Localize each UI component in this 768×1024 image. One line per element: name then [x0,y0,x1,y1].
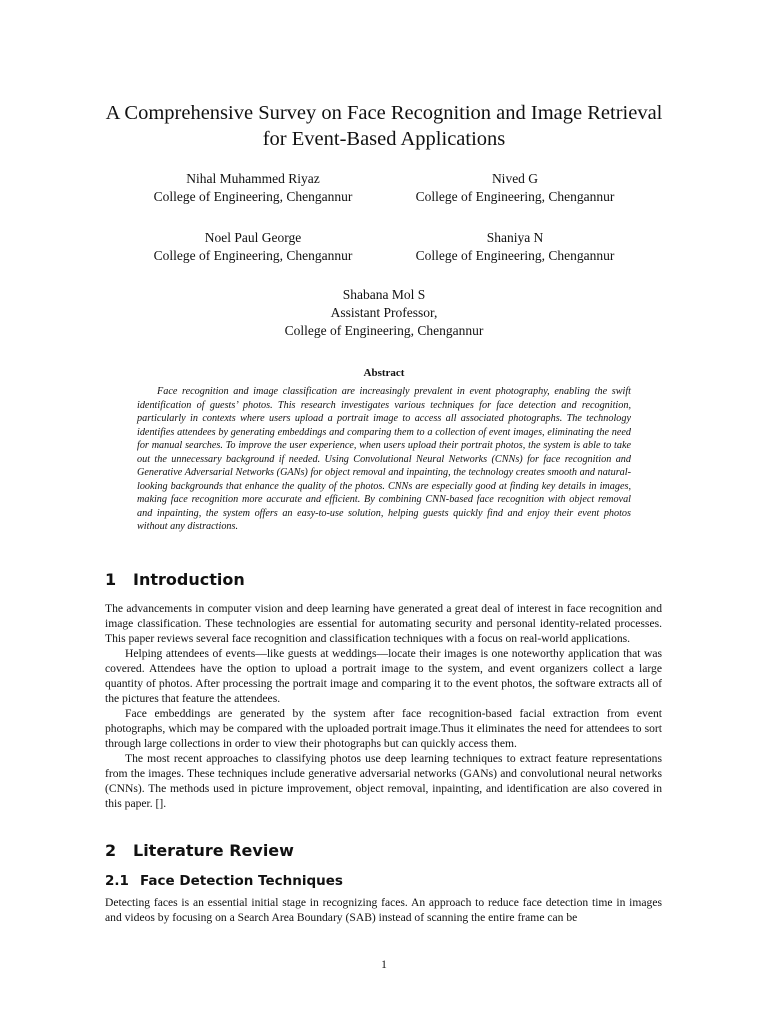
section-title: Introduction [133,570,245,589]
author-affiliation: College of Engineering, Chengannur [153,248,353,263]
abstract-heading: Abstract [363,367,405,379]
author-name: Nived G [491,171,539,186]
section-title: Literature Review [133,841,294,860]
paragraph: Detecting faces is an essential initial stage in recognizing faces. An approach to reduce face detection time in images and videos by focusing on a Search Area Boundary (SAB) instead of scanning the entire frame can be [105,896,662,924]
section-heading-literature-review [105,841,294,860]
author-block [365,170,665,206]
author-role: Assistant Professor, [330,305,438,320]
paragraph: Helping attendees of events—like guests at weddings—locate their images is one noteworthy application that was covered. Attendees have the option to upload a portrait image to the system, and event organizers collect a large quantity of photos. After processing the portrait image and comparing it to the event photos, the software extracts all of the pictures that feature the attendees. [105,647,662,705]
introduction-body [105,601,662,811]
author-affiliation: College of Engineering, Chengannur [153,189,353,204]
author-name: Shabana Mol S [342,287,426,302]
abstract-text: Face recognition and image classification are increasingly prevalent in event photography, enabling the swift identification of guests’ photos. This research investigates various techniques for face detection and recognition, particularly in contexts where users upload a portrait image to access all associated photographs. The technology identifies attendees by generating embeddings and comparing them to a collection of event images, eliminating the need for manual searches. To improve the user experience, when users upload their portrait photos, the system is able to take out the unnecessary background if needed. Using Convolutional Neural Networks (CNNs) for face recognition and Generative Adversarial Networks (GANs) for object removal and inpainting, the technology creates smooth and natural-looking backgrounds that enhance the quality of the photos. CNNs are especially good at finding key details in images, making face recognition more accurate and efficient. By combining CNN-based face recognition with object removal and inpainting, the system offers an easy-to-use solution, helping guests quickly find and enjoy their event photos without any distractions. [137,386,631,532]
subsection-title: Face Detection Techniques [140,873,343,889]
author-name: Shaniya N [486,230,544,245]
section-number: 1 [105,570,117,589]
author-block [103,229,403,265]
section-heading-introduction [105,570,245,589]
author-affiliation: College of Engineering, Chengannur [415,189,615,204]
author-name: Nihal Muhammed Riyaz [186,171,320,186]
author-affiliation: College of Engineering, Chengannur [415,248,615,263]
paragraph: Face embeddings are generated by the system after face recognition-based facial extraction from event photographs, which may be compared with the uploaded portrait image.Thus it eliminates the need for attendees to sort through large collections in order to view their photographs but can quickly access them. [105,707,662,750]
author-affiliation: College of Engineering, Chengannur [284,323,484,338]
author-block [103,170,403,206]
subsection-heading-face-detection [105,873,343,889]
paragraph: The advancements in computer vision and deep learning have generated a great deal of interest in face recognition and image classification. These technologies are essential for automating security and personal identity-related processes. This paper reviews several face recognition and classification techniques with a focus on real-world applications. [105,602,662,645]
author-block-advisor [234,286,534,340]
page-number: 1 [381,959,387,971]
author-block [365,229,665,265]
face-detection-body [105,895,662,925]
subsection-number: 2.1 [105,873,129,889]
paper-title: A Comprehensive Survey on Face Recognition and Image Retrieval for Event-Based Applications [105,102,663,150]
section-number: 2 [105,841,117,860]
paragraph: The most recent approaches to classifying photos use deep learning techniques to extract feature representations from the images. These techniques include generative adversarial networks (GANs) and convolutional neural networks (CNNs). The methods used in picture improvement, object removal, inpainting, and identification are also covered in this paper. []. [105,752,662,810]
author-name: Noel Paul George [204,230,302,245]
